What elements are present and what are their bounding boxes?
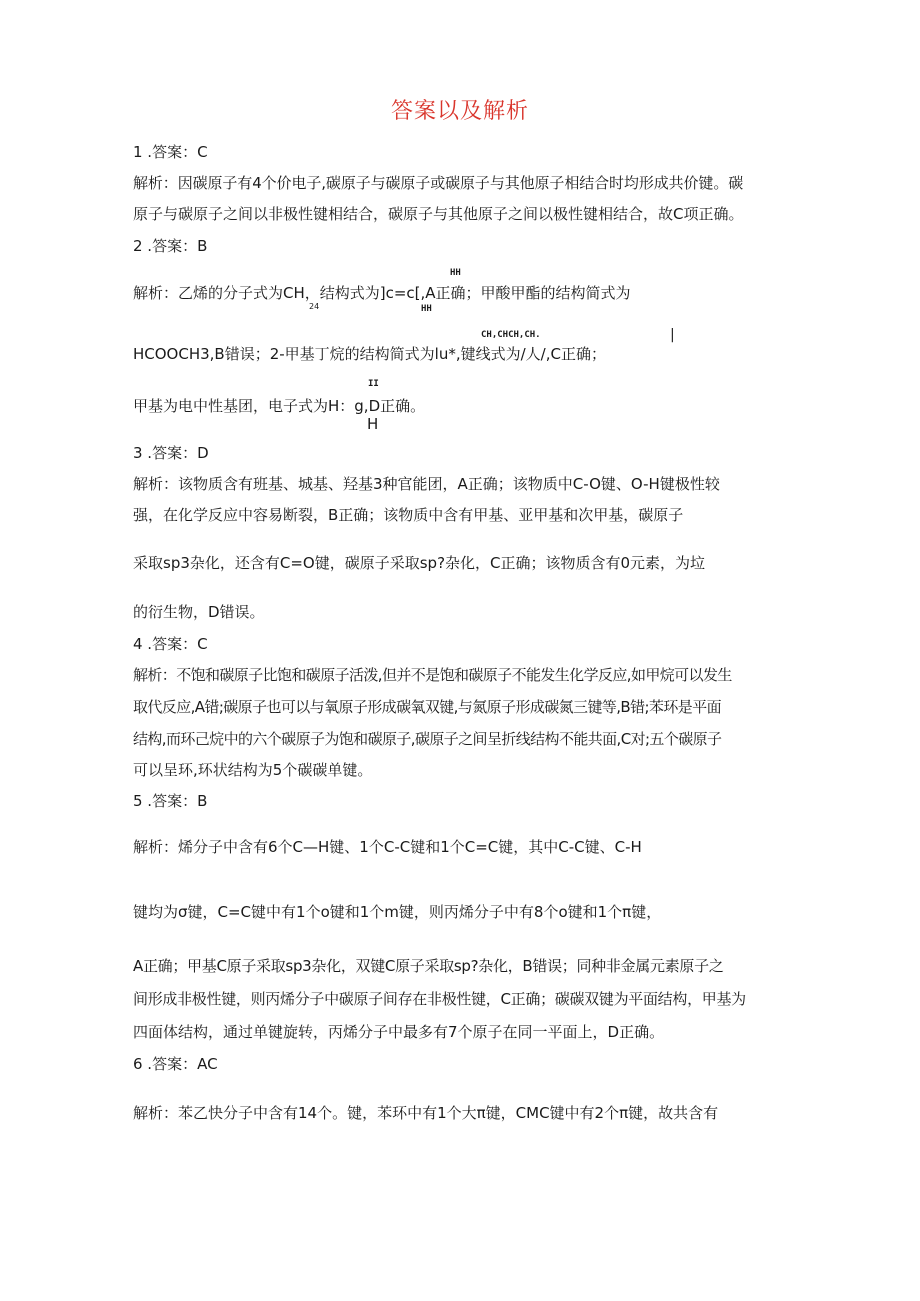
page-title: 答案以及解析 — [390, 99, 529, 124]
answer-1: 1 .答案：C — [133, 143, 208, 161]
analysis-3-line-4: 的衍生物，D错误。 — [133, 603, 265, 621]
analysis-2-line-1: 解析：乙烯的分子式为CH，结构式为]c=c[,A正确；甲酸甲酯的结构简式为 — [133, 284, 631, 302]
analysis-2-line-3: 甲基为电中性基团，电子式为H：g,D正确。 — [133, 397, 426, 415]
analysis-6-line-1: 解析：苯乙快分子中含有14个。键，苯环中有1个大π键，CMC键中有2个π键，故共含有 — [133, 1104, 719, 1122]
electron-formula-h: H — [367, 415, 379, 433]
analysis-1-line-1: 解析：因碳原子有4个价电子,碳原子与碳原子或碳原子与其他原子相结合时均形成共价键。碳 — [133, 174, 744, 192]
analysis-4-line-2: 取代反应,A错;碳原子也可以与氧原子形成碳氧双键,与氮原子形成碳氮三键等,B错;苯环是平面 — [133, 698, 721, 716]
formula-above: CH,CHCH,CH. — [481, 330, 541, 340]
subscript-24: 24 — [309, 302, 320, 311]
analysis-3-line-1: 解析：该物质含有班基、城基、羟基3种官能团，A正确；该物质中C-O键、O-H键极性较 — [133, 475, 720, 493]
structure-hh-top: HH — [450, 268, 461, 278]
analysis-3-line-2: 强，在化学反应中容易断裂，B正确；该物质中含有甲基、亚甲基和次甲基，碳原子 — [133, 506, 684, 524]
answer-3: 3 .答案：D — [133, 444, 209, 462]
electron-formula-ii: II — [368, 379, 379, 389]
answer-2: 2 .答案：B — [133, 237, 208, 255]
analysis-5-line-3: A正确；甲基C原子采取sp3杂化，双键C原子采取sp?杂化，B错误；同种非金属元素原子之 — [133, 957, 724, 975]
analysis-5-line-4: 间形成非极性键，则丙烯分子中碳原子间存在非极性键，C正确；碳碳双键为平面结构，甲基为 — [133, 990, 746, 1008]
analysis-1-line-2: 原子与碳原子之间以非极性键相结合，碳原子与其他原子之间以极性键相结合，故C项正确。 — [133, 205, 744, 223]
analysis-5-line-1: 解析：烯分子中含有6个C—H键、1个C-C键和1个C=C键，其中C-C键、C-H — [133, 838, 642, 856]
analysis-4-line-4: 可以呈环,环状结构为5个碳碳单键。 — [133, 761, 373, 779]
analysis-5-line-2: 键均为σ键，C=C键中有1个o键和1个m键，则丙烯分子中有8个o键和1个π键， — [133, 903, 662, 921]
answer-6: 6 .答案：AC — [133, 1055, 218, 1073]
analysis-5-line-5: 四面体结构，通过单键旋转，丙烯分子中最多有7个原子在同一平面上，D正确。 — [133, 1023, 665, 1041]
analysis-2-line-2: HCOOCH3,B错误；2-甲基丁烷的结构简式为lu*,键线式为/人/,C正确； — [133, 345, 606, 363]
answer-5: 5 .答案：B — [133, 792, 208, 810]
analysis-4-line-3: 结构,而环己烷中的六个碳原子为饱和碳原子,碳原子之间呈折线结构不能共面,C对;五个碳原子 — [133, 730, 722, 748]
structure-hh-bottom: HH — [421, 304, 432, 314]
answer-4: 4 .答案：C — [133, 635, 208, 653]
analysis-3-line-3: 采取sp3杂化，还含有C=O键，碳原子采取sp?杂化，C正确；该物质含有0元素，为垃 — [133, 554, 706, 572]
analysis-4-line-1: 解析：不饱和碳原子比饱和碳原子活泼,但并不是饱和碳原子不能发生化学反应,如甲烷可以发生 — [133, 666, 732, 684]
formula-bar: | — [670, 327, 675, 343]
